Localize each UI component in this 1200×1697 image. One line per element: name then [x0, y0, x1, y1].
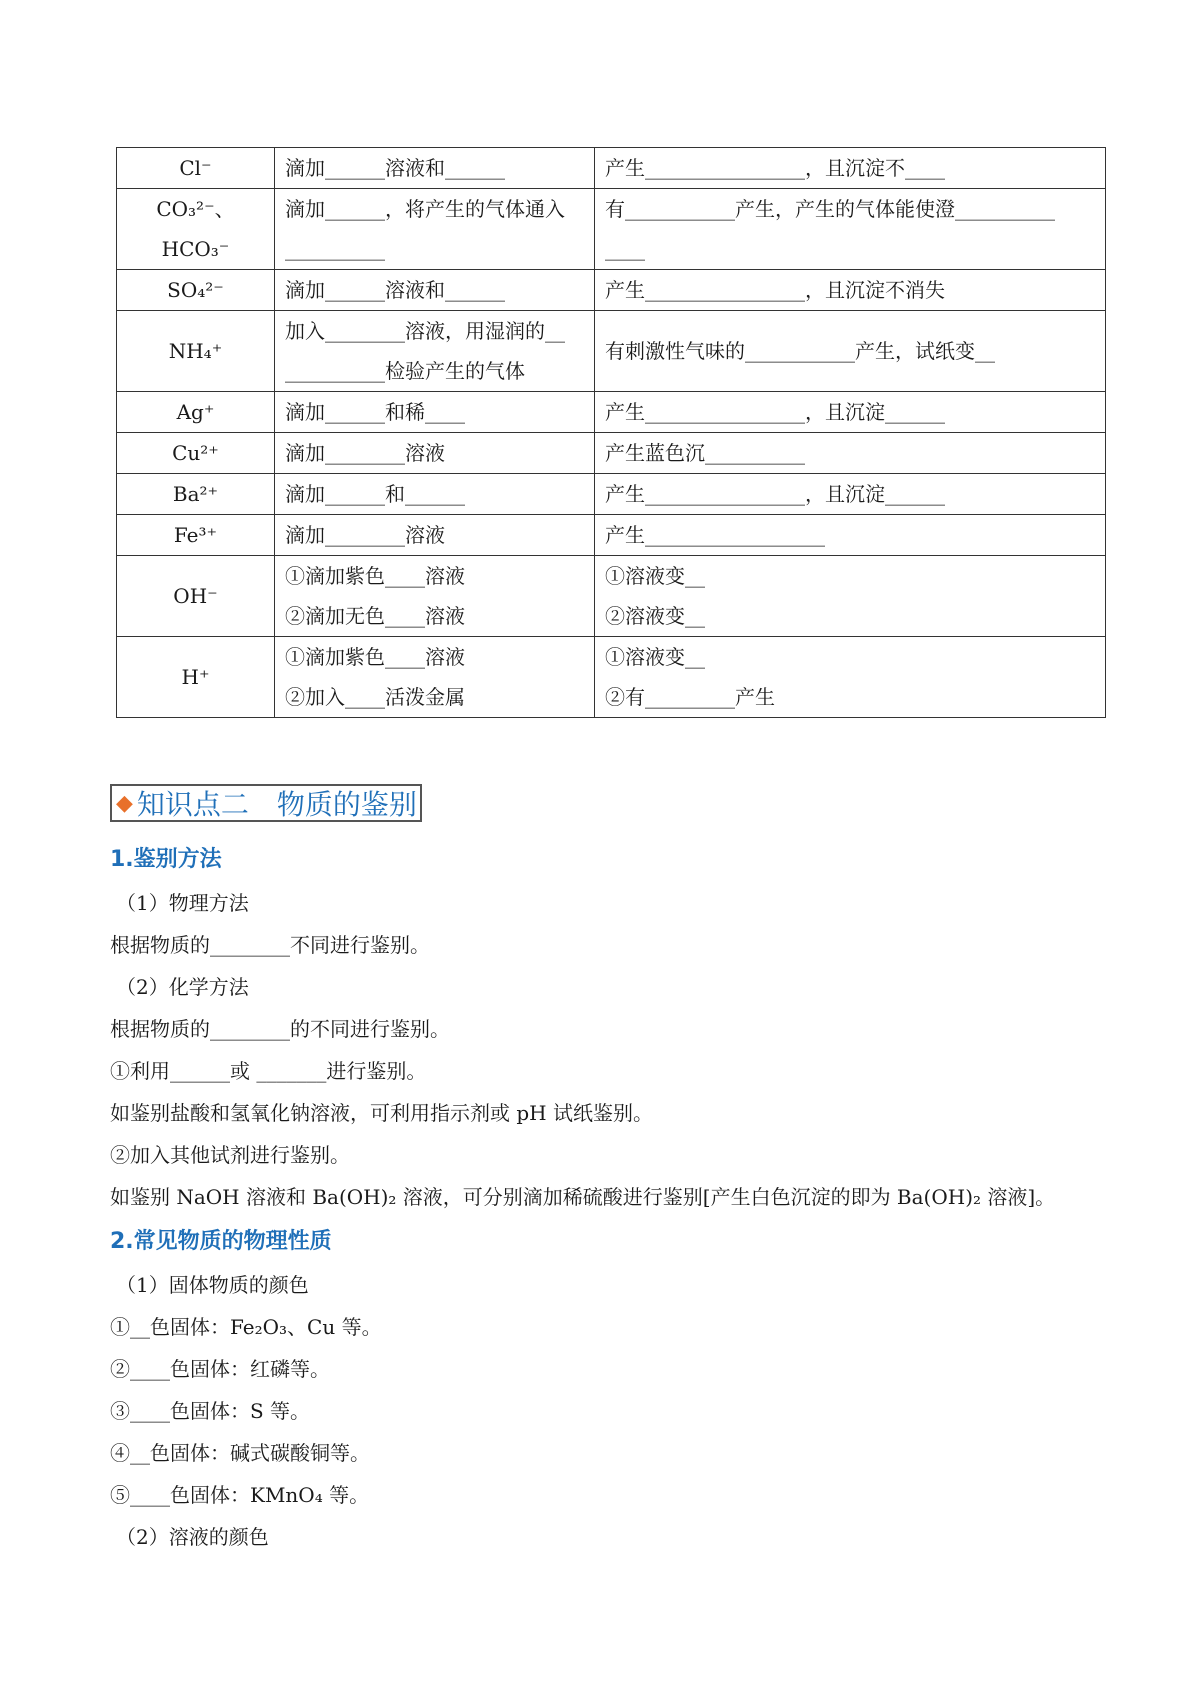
text-example-reagent: 如鉴别 NaOH 溶液和 Ba(OH)₂ 溶液，可分别滴加稀硫酸进行鉴别[产生白色沉淀的即为 Ba(OH)₂ 溶液]。: [110, 1185, 1056, 1209]
method-text: 滴加______和稀____: [285, 400, 465, 424]
method-cell: [275, 637, 595, 718]
ion-label: Fe³⁺: [173, 523, 218, 547]
text-add-reagent: ②加入其他试剂进行鉴别。: [110, 1143, 350, 1167]
text-solid-color-2: ②____色固体：红磷等。: [110, 1357, 330, 1381]
method-text: 滴加________溶液: [285, 523, 445, 547]
text-chemical-basis: 根据物质的________的不同进行鉴别。: [110, 1017, 450, 1041]
table-row: [117, 148, 1106, 189]
phenomenon-cell: [595, 433, 1106, 474]
heading-physical-properties: 2.常见物质的物理性质: [110, 1229, 332, 1254]
method-text: 滴加______和______: [285, 482, 465, 506]
phenomenon-text: ②有_________产生: [605, 685, 775, 709]
phenomenon-text: ____: [605, 237, 645, 261]
method-cell: [275, 392, 595, 433]
phenomenon-cell: [595, 148, 1106, 189]
method-text: ①滴加紫色____溶液: [285, 564, 465, 588]
method-text: 滴加______溶液和______: [285, 278, 505, 302]
ion-label: SO₄²⁻: [167, 278, 224, 302]
ion-label: H⁺: [181, 665, 210, 689]
method-cell: [275, 433, 595, 474]
phenomenon-text: 有刺激性气味的___________产生，试纸变__: [605, 339, 995, 363]
ion-label: CO₃²⁻、 HCO₃⁻: [156, 197, 235, 261]
text-chemical-method: （2）化学方法: [116, 975, 249, 999]
ion-cell: [117, 637, 275, 718]
table-row: [117, 515, 1106, 556]
text-use-indicator: ①利用______或 _______进行鉴别。: [110, 1059, 427, 1083]
phenomenon-text: 产生________________，且沉淀______: [605, 482, 945, 506]
phenomenon-text: 产生________________，且沉淀不____: [605, 156, 945, 180]
method-text: 滴加______溶液和______: [285, 156, 505, 180]
text-physical-basis: 根据物质的________不同进行鉴别。: [110, 933, 430, 957]
method-text: 滴加______，将产生的气体通入: [285, 197, 565, 221]
phenomenon-cell: [595, 311, 1106, 392]
phenomenon-text: ②溶液变__: [605, 604, 705, 628]
method-cell: [275, 474, 595, 515]
phenomenon-text: 产生__________________: [605, 523, 825, 547]
text-example-indicator: 如鉴别盐酸和氢氧化钠溶液，可利用指示剂或 pH 试纸鉴别。: [110, 1101, 653, 1125]
method-cell: [275, 189, 595, 270]
ion-cell: [117, 474, 275, 515]
table-row: [117, 474, 1106, 515]
phenomenon-cell: [595, 474, 1106, 515]
ion-test-table: [116, 147, 1106, 718]
table-row: [117, 556, 1106, 637]
table-row: [117, 433, 1106, 474]
ion-cell: [117, 515, 275, 556]
text-physical-method: （1）物理方法: [116, 891, 249, 915]
phenomenon-cell: [595, 189, 1106, 270]
phenomenon-cell: [595, 515, 1106, 556]
table-row: [117, 270, 1106, 311]
ion-label: Cl⁻: [179, 156, 212, 180]
method-text: __________: [285, 237, 385, 261]
text-solid-color-5: ⑤____色固体：KMnO₄ 等。: [110, 1483, 370, 1507]
phenomenon-cell: [595, 392, 1106, 433]
ion-cell: [117, 556, 275, 637]
method-text: __________检验产生的气体: [285, 359, 525, 383]
ion-label: Cu²⁺: [172, 441, 219, 465]
table-row: [117, 311, 1106, 392]
phenomenon-text: 产生________________，且沉淀不消失: [605, 278, 945, 302]
ion-label: Ag⁺: [176, 400, 215, 424]
diamond-icon: ◆: [116, 790, 133, 816]
ion-cell: [117, 392, 275, 433]
phenomenon-cell: [595, 556, 1106, 637]
text-solid-colors: （1）固体物质的颜色: [116, 1273, 309, 1297]
method-cell: [275, 556, 595, 637]
heading-identification-methods: 1.鉴别方法: [110, 847, 222, 872]
ion-cell: [117, 433, 275, 474]
table-row: [117, 392, 1106, 433]
ion-label: NH₄⁺: [168, 339, 223, 363]
ion-cell: [117, 270, 275, 311]
phenomenon-text: 产生蓝色沉__________: [605, 441, 805, 465]
ion-cell: [117, 311, 275, 392]
text-solid-color-1: ①__色固体：Fe₂O₃、Cu 等。: [110, 1315, 382, 1339]
text-solid-color-3: ③____色固体：S 等。: [110, 1399, 311, 1423]
method-cell: [275, 148, 595, 189]
method-text: 滴加________溶液: [285, 441, 445, 465]
method-text: ②加入____活泼金属: [285, 685, 465, 709]
method-text: 加入________溶液，用湿润的__: [285, 319, 565, 343]
phenomenon-text: 产生________________，且沉淀______: [605, 400, 945, 424]
method-cell: [275, 515, 595, 556]
method-text: ②滴加无色____溶液: [285, 604, 465, 628]
text-solution-colors: （2）溶液的颜色: [116, 1525, 269, 1549]
table-row: [117, 189, 1106, 270]
phenomenon-cell: [595, 637, 1106, 718]
method-text: ①滴加紫色____溶液: [285, 645, 465, 669]
section-title: 知识点二 物质的鉴别: [136, 788, 417, 821]
method-cell: [275, 270, 595, 311]
section-heading: [110, 784, 422, 822]
phenomenon-text: 有___________产生，产生的气体能使澄__________: [605, 197, 1055, 221]
table-row: [117, 637, 1106, 718]
ion-label: Ba²⁺: [172, 482, 219, 506]
text-solid-color-4: ④__色固体：碱式碳酸铜等。: [110, 1441, 370, 1465]
phenomenon-text: ①溶液变__: [605, 645, 705, 669]
ion-cell: [117, 148, 275, 189]
phenomenon-text: ①溶液变__: [605, 564, 705, 588]
ion-cell: [117, 189, 275, 270]
ion-label: OH⁻: [173, 584, 218, 608]
phenomenon-cell: [595, 270, 1106, 311]
method-cell: [275, 311, 595, 392]
